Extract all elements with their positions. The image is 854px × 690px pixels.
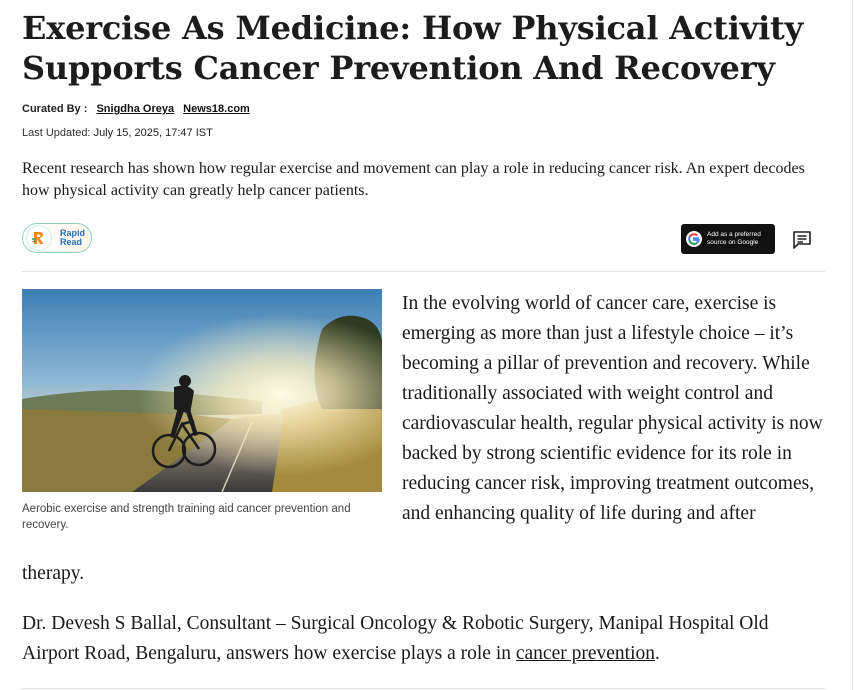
- last-updated-value: July 15, 2025, 17:47 IST: [93, 127, 213, 139]
- rapid-read-button[interactable]: [22, 223, 92, 253]
- comment-icon[interactable]: [791, 229, 813, 251]
- curated-by-label: Curated By :: [22, 103, 88, 115]
- google-label-line1: Add as a preferred: [707, 231, 761, 238]
- curated-by: [22, 103, 250, 115]
- paragraph-2-text: Dr. Devesh S Ballal, Consultant – Surgical Oncology & Robotic Surgery, Manipal Hospital Old Airport Road, Bengaluru, answers how exercise plays a role in: [22, 613, 769, 664]
- rapid-read-label: [60, 229, 85, 247]
- paragraph-2-end: .: [655, 643, 660, 664]
- google-preferred-source-label: [707, 231, 761, 247]
- page-right-border: [852, 0, 853, 690]
- author-link[interactable]: Snigdha Oreya: [96, 103, 175, 115]
- bottom-divider: [22, 688, 825, 689]
- article-image-cyclist: [22, 289, 382, 492]
- article-paragraph-1-continued: therapy.: [22, 563, 85, 584]
- rapid-read-label-line1: Rapid: [60, 228, 86, 238]
- cancer-prevention-link[interactable]: cancer prevention: [515, 643, 656, 664]
- publisher-link[interactable]: News18.com: [183, 103, 250, 115]
- google-label-line2: source on Google: [707, 239, 759, 246]
- section-divider: [22, 271, 825, 272]
- google-g-icon: [686, 231, 702, 247]
- article-paragraph-2: [22, 609, 827, 669]
- google-preferred-source-button[interactable]: [681, 224, 775, 254]
- rapid-read-logo-icon: [26, 225, 52, 251]
- last-updated: [22, 127, 213, 139]
- last-updated-label: Last Updated:: [22, 127, 91, 139]
- article-headline: Exercise As Medicine: How Physical Activity Supports Cancer Prevention And Recovery: [22, 9, 804, 87]
- image-caption: Aerobic exercise and strength training aid cancer prevention and recovery.: [22, 503, 351, 531]
- rapid-read-label-line2: Read: [60, 237, 83, 247]
- article-paragraph-1: In the evolving world of cancer care, exercise is emerging as more than just a lifestyle choice – it’s becoming a pillar of prevention and recovery. While traditionally associated with weight control and cardiovascular health, regular physical activity is now backed by strong scientific evidence for its role in reducing cancer risk, improving treatment outcomes, and enhancing quality of life during and after: [402, 293, 823, 524]
- article-summary: Recent research has shown how regular exercise and movement can play a role in reducing cancer risk. An expert decodes how physical activity can greatly help cancer patients.: [22, 160, 805, 199]
